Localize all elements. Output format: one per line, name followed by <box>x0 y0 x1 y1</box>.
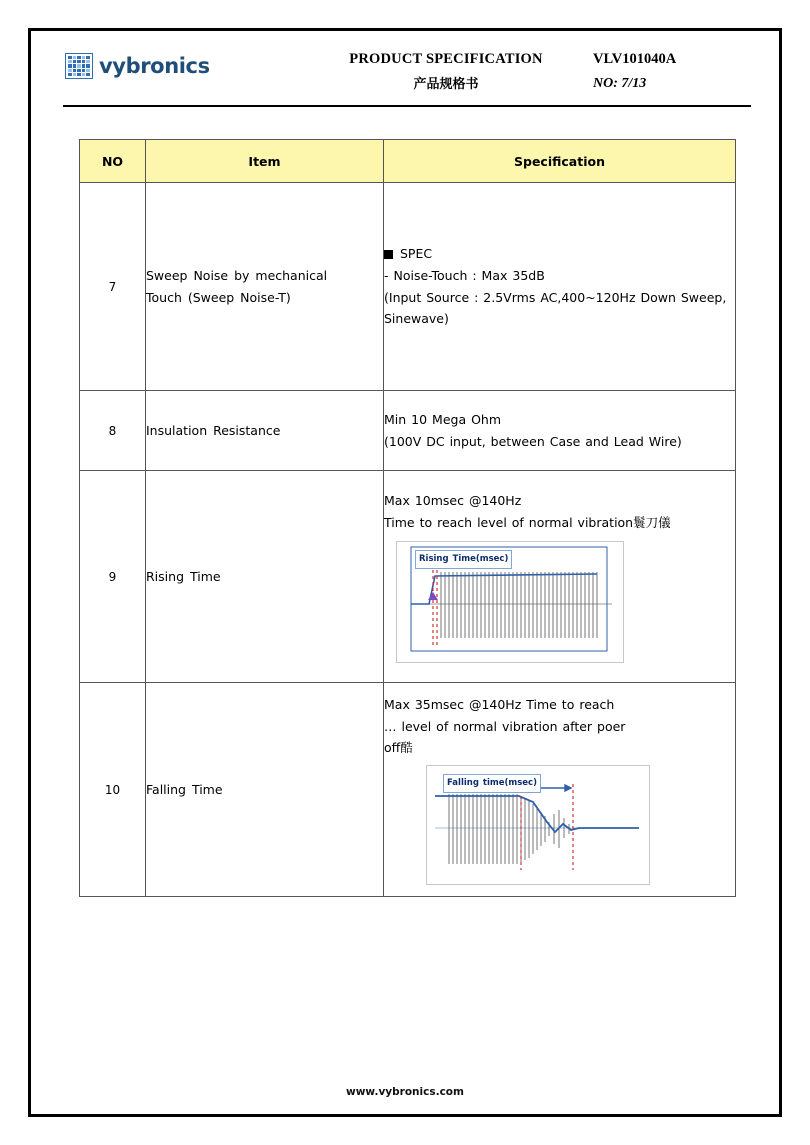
header-title-block <box>321 51 571 92</box>
specification-table <box>79 139 736 897</box>
spec-line: off酷 <box>384 740 413 756</box>
row-specification <box>384 183 736 391</box>
filled-square-icon <box>384 250 393 259</box>
row-item-line: Touch (Sweep Noise-T) <box>146 289 291 305</box>
column-header-item: Item <box>146 140 384 183</box>
rising-chart-title: Rising Time(msec) <box>415 550 512 569</box>
row-item-line: Rising Time <box>146 568 221 584</box>
company-logo <box>65 53 210 79</box>
row-item-line: Falling Time <box>146 781 223 797</box>
falling-time-chart <box>426 765 650 885</box>
row-specification <box>384 683 736 897</box>
row-item <box>146 683 384 897</box>
page-number: NO: 7/13 <box>593 76 647 91</box>
row-number: 9 <box>80 471 146 683</box>
column-header-no: NO <box>80 140 146 183</box>
spec-line: (100V DC input, between Case and Lead Wire) <box>384 433 682 449</box>
page-header <box>63 45 751 107</box>
header-model-block <box>593 51 753 92</box>
table-header-row <box>80 140 736 183</box>
company-name: vybronics <box>99 54 210 78</box>
row-number: 8 <box>80 391 146 471</box>
vybronics-logo-icon <box>65 53 93 79</box>
spec-line: - Noise-Touch : Max 35dB <box>384 267 545 283</box>
row-specification <box>384 391 736 471</box>
spec-line: Max 10msec @140Hz <box>384 492 522 508</box>
row-number: 10 <box>80 683 146 897</box>
model-number: VLV101040A <box>593 51 677 67</box>
spec-line: (Input Source : 2.5Vrms AC,400~120Hz Down Sweep, <box>384 289 727 305</box>
rising-time-chart <box>396 541 624 663</box>
row-item-line: Insulation Resistance <box>146 422 281 438</box>
row-item <box>146 391 384 471</box>
table-row <box>80 183 736 391</box>
spec-line: Sinewave) <box>384 311 449 327</box>
column-header-specification: Specification <box>384 140 736 183</box>
row-item <box>146 183 384 391</box>
table-row <box>80 683 736 897</box>
spec-bullet-line: SPEC <box>384 243 735 265</box>
document-title-cn: 产品规格书 <box>413 77 479 92</box>
row-number: 7 <box>80 183 146 391</box>
row-specification <box>384 471 736 683</box>
row-item <box>146 471 384 683</box>
spec-line: Min 10 Mega Ohm <box>384 411 502 427</box>
row-item-line: Sweep Noise by mechanical <box>146 267 328 283</box>
falling-chart-title: Falling time(msec) <box>443 774 541 793</box>
spec-line: Time to reach level of normal vibration鬟刀儀 <box>384 514 671 530</box>
document-title-en: PRODUCT SPECIFICATION <box>349 51 543 67</box>
spec-line: Max 35msec @140Hz Time to reach <box>384 696 615 712</box>
table-row <box>80 391 736 471</box>
document-page <box>28 28 782 1117</box>
spec-line: … level of normal vibration after poer <box>384 718 626 734</box>
footer-website[interactable]: www.vybronics.com <box>346 1086 464 1098</box>
table-row <box>80 471 736 683</box>
